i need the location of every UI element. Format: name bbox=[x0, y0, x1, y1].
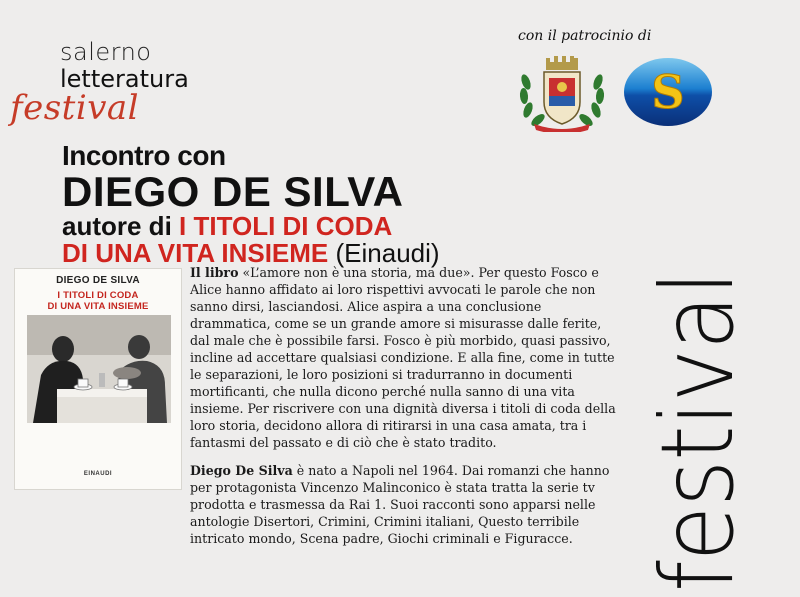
s-emblem-icon bbox=[622, 56, 714, 128]
comune-di-salerno-crest-icon bbox=[516, 52, 608, 132]
book-label: Il libro bbox=[190, 265, 239, 280]
book-paragraph bbox=[190, 264, 620, 451]
logo-line-festival: festival bbox=[10, 88, 140, 128]
festival-logo bbox=[10, 38, 189, 128]
description-text bbox=[190, 264, 620, 547]
headline-author-of bbox=[62, 213, 440, 240]
author-name-heading: DIEGO DE SILVA bbox=[62, 168, 404, 215]
author-label: Diego De Silva bbox=[190, 463, 293, 478]
author-of-text: autore di bbox=[62, 211, 180, 241]
cover-title bbox=[15, 291, 181, 313]
author-paragraph bbox=[190, 462, 620, 547]
book-text: «L’amore non è una storia, ma due». Per questo Fosco e Alice hanno affidato ai loro rispettivi avvocati le parole che non sanno dirsi, lasciandosi. Alice aspira a una conclusione drammatica, come se un grande amore si misurasse dalle ferite, dal male che è possibile farsi. Fosco è più morbido, quasi passivo, incline ad accettare qualsiasi condizione. E alla fine, come in tutte le separazioni, le loro posizioni si tradurranno in documenti mortificanti, che nulla dicono perché nulla sanno di una vita insieme. Per riscrivere con una dignità diversa i titoli di coda della loro storia, decidono allora di ritirarsi in una casa amata, tra i fantasmi del passato e di ciò che è stato tradito. bbox=[190, 265, 616, 450]
vertical-festival-word: festival bbox=[639, 271, 756, 592]
cover-publisher: EINAUDI bbox=[83, 471, 113, 477]
cover-author: DIEGO DE SILVA bbox=[56, 275, 140, 286]
book-title-part1: I TITOLI DI CODA bbox=[179, 211, 393, 241]
patronage-label: con il patrocinio di bbox=[518, 28, 652, 44]
book-title-part2: DI UNA VITA INSIEME bbox=[62, 238, 329, 269]
cover-photo-couple bbox=[27, 315, 171, 423]
cover-title-line2: DI UNA VITA INSIEME bbox=[47, 300, 149, 312]
cover-title-line1: I TITOLI DI CODA bbox=[57, 290, 139, 301]
svg-text:S: S bbox=[651, 65, 685, 119]
event-headline bbox=[62, 140, 440, 268]
headline-intro: Incontro con bbox=[62, 140, 226, 171]
author-text: è nato a Napoli nel 1964. Dai romanzi che hanno per protagonista Vincenzo Malinconico è stata tratta la serie tv prodotta e trasmessa da Rai 1. Suoi racconti sono apparsi nelle antologie Disertori, Crimini, Crimini italiani, Questo terribile intricato mondo, Scena padre, Giochi criminali e Figuracce. bbox=[190, 463, 610, 546]
book-cover-image bbox=[14, 268, 182, 490]
logo-line-letteratura: letteratura bbox=[60, 65, 189, 93]
logo-line-salerno: salerno bbox=[60, 38, 152, 66]
headline-publisher: (Einaudi) bbox=[328, 238, 440, 269]
